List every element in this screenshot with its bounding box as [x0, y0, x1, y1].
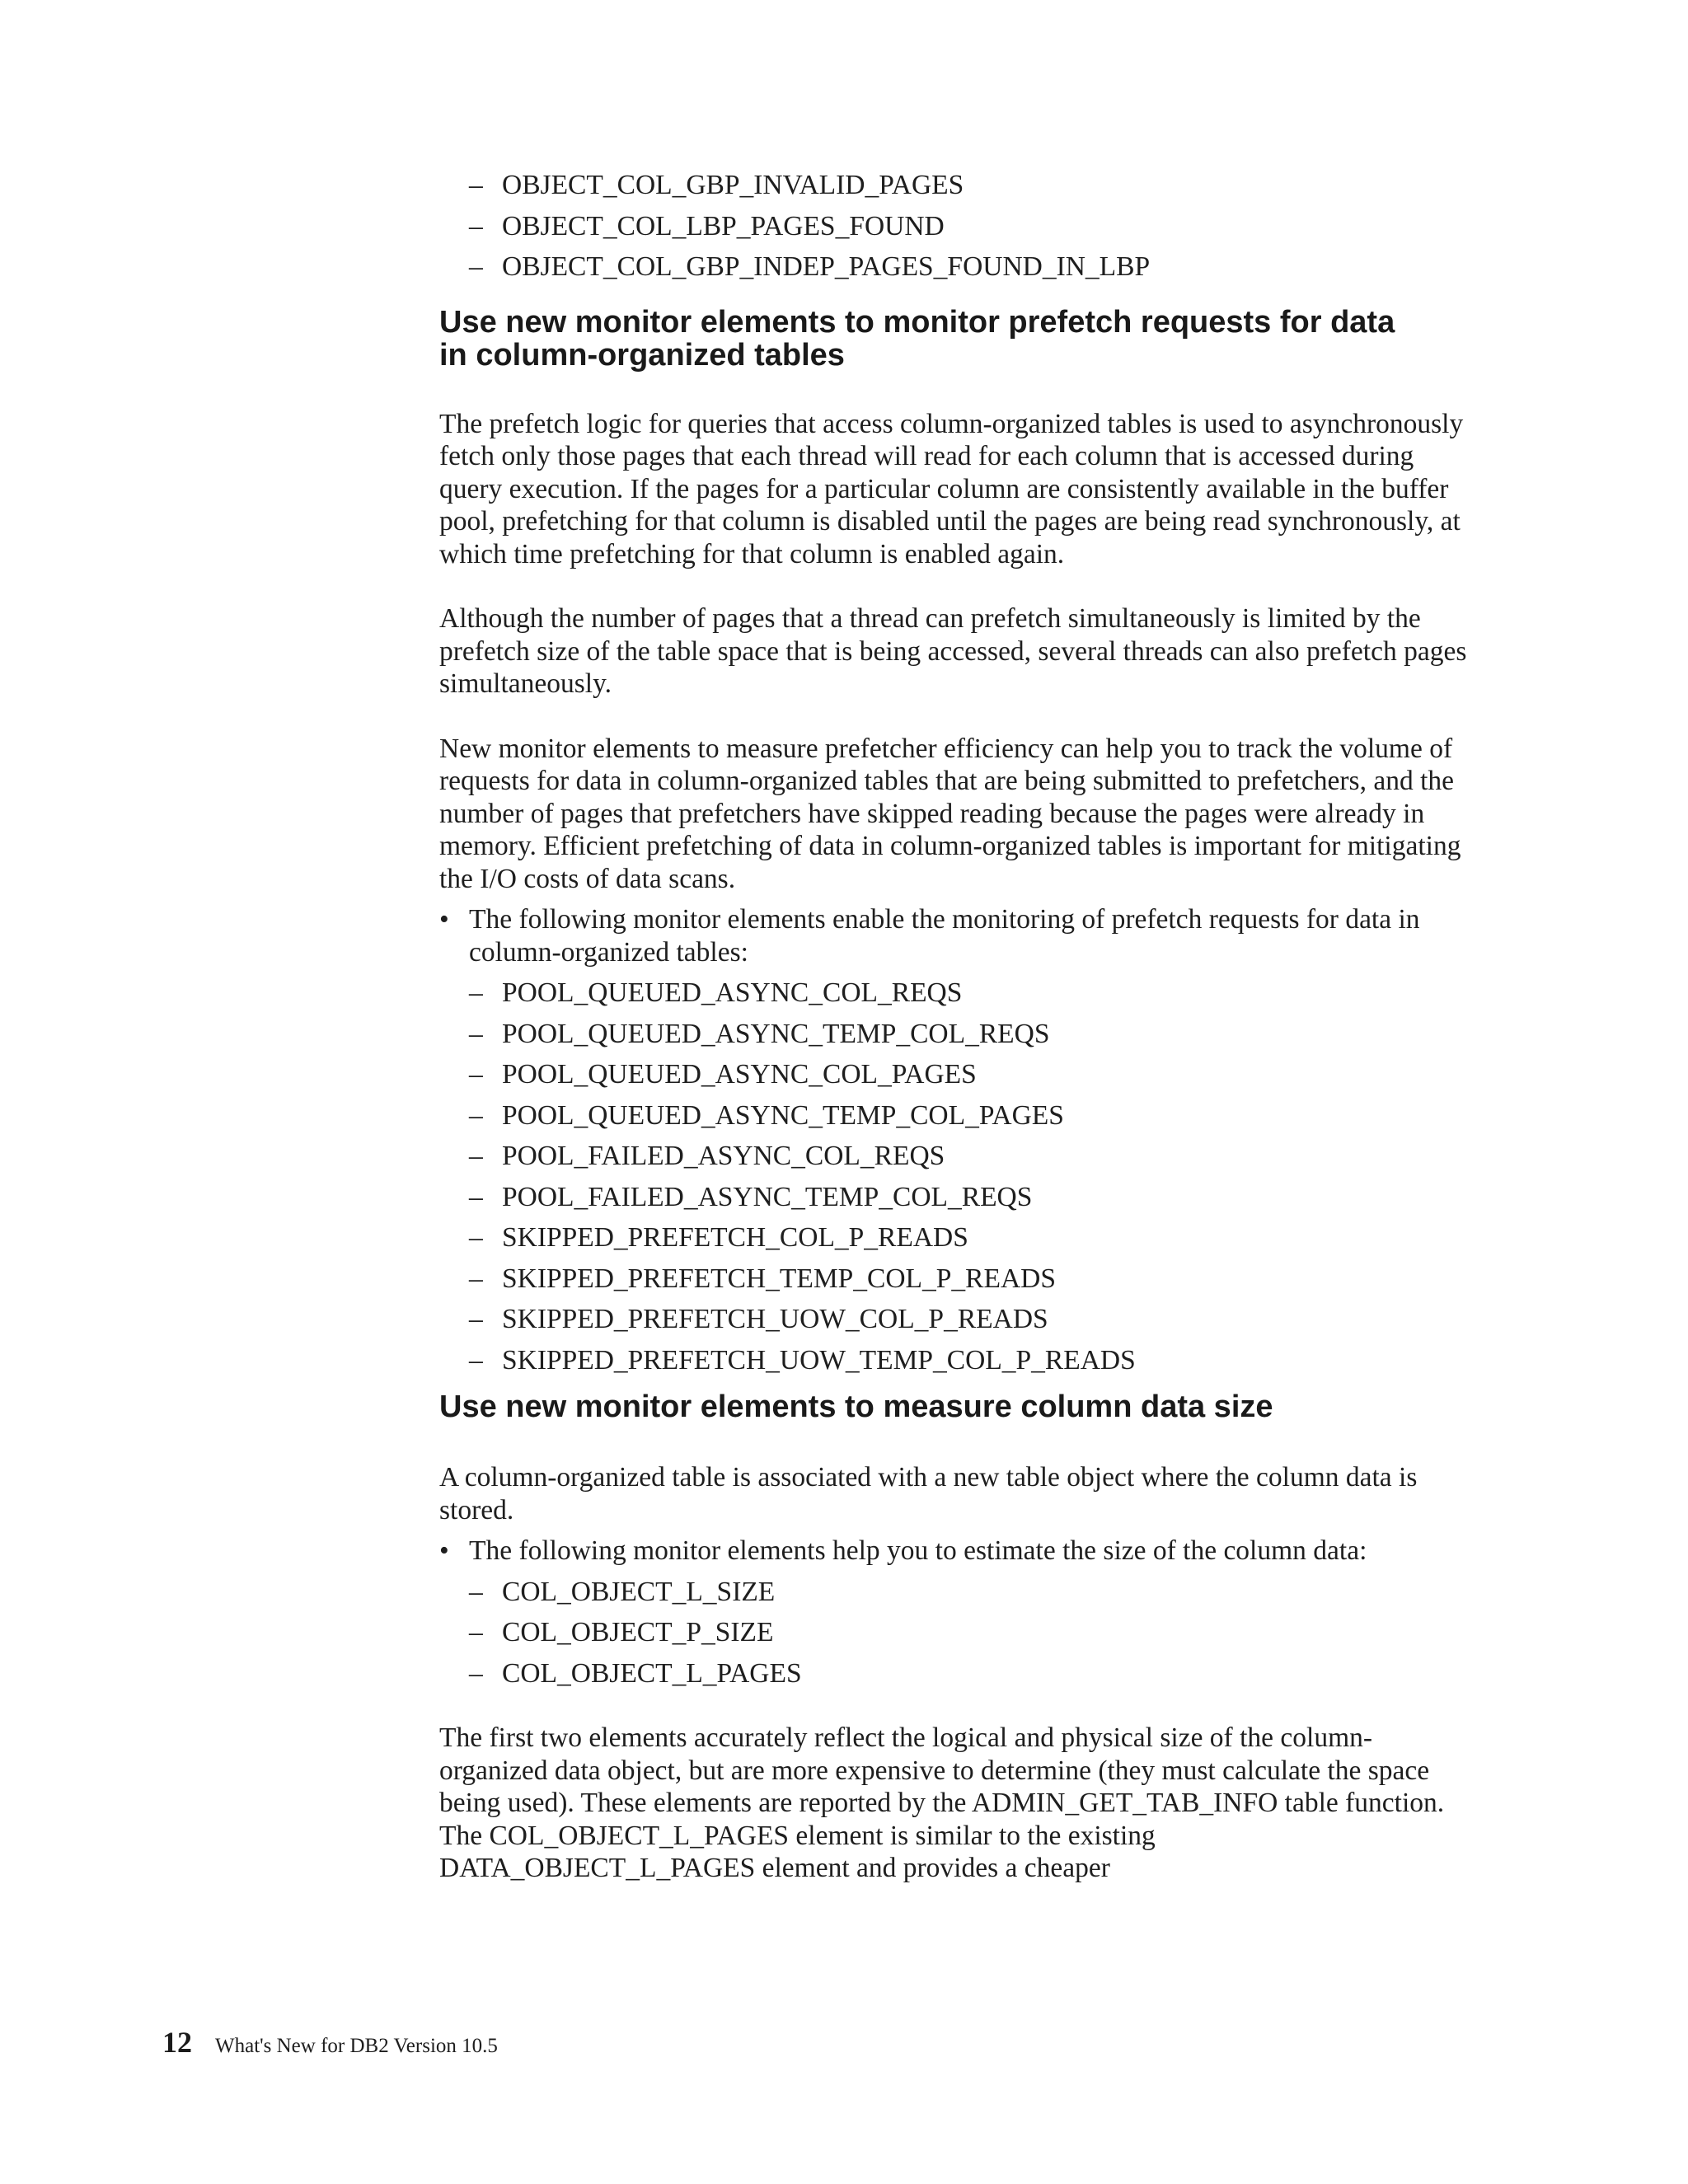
- list-item: – COL_OBJECT_P_SIZE: [469, 1617, 774, 1647]
- list-item: – POOL_QUEUED_ASYNC_COL_PAGES: [469, 1059, 977, 1090]
- list-item: – POOL_FAILED_ASYNC_COL_REQS: [469, 1141, 945, 1171]
- paragraph: New monitor elements to measure prefetcher efficiency can help you to track the volume of requests for data in column-organized tables that are being submitted to prefetchers, and the number of pages that prefetchers have skipped reading because the pages were already in memory. Efficient prefetching of data in column-organized tables is important for mitigating the I/O costs of data scans.: [439, 733, 1461, 894]
- prefetch-elements-list: [439, 977, 1470, 1385]
- paragraph: The prefetch logic for queries that access column-organized tables is used to asynchronously fetch only those pages that each thread will read for each column that is accessed during query execution. If the pages for a particular column are consistently available in the buffer pool, prefetching for that column is disabled until the pages are being read synchronously, at which time prefetching for that column is enabled again.: [439, 408, 1464, 569]
- dash-marker: –: [469, 1304, 483, 1334]
- list-item: – SKIPPED_PREFETCH_COL_P_READS: [469, 1222, 968, 1253]
- dash-marker: –: [469, 251, 483, 282]
- list-item: – COL_OBJECT_L_PAGES: [469, 1657, 802, 1689]
- list-item: – OBJECT_COL_LBP_PAGES_FOUND: [469, 210, 945, 241]
- dash-marker: –: [469, 170, 483, 200]
- page-number: 12: [162, 2026, 192, 2059]
- list-item: – SKIPPED_PREFETCH_UOW_TEMP_COL_P_READS: [469, 1344, 1136, 1376]
- page-content: [439, 169, 1470, 1885]
- dash-marker: –: [469, 1222, 483, 1253]
- dash-marker: –: [469, 1141, 483, 1171]
- dash-marker: –: [469, 1576, 483, 1607]
- list-item: – POOL_FAILED_ASYNC_TEMP_COL_REQS: [469, 1181, 1033, 1212]
- list-item: – OBJECT_COL_GBP_INVALID_PAGES: [469, 170, 964, 200]
- dash-marker: –: [469, 1181, 483, 1212]
- dash-marker: –: [469, 1617, 483, 1647]
- dash-marker: –: [469, 977, 483, 1008]
- list-item: – POOL_QUEUED_ASYNC_COL_REQS: [469, 977, 963, 1008]
- section-heading-column-size: Use new monitor elements to measure column data size: [439, 1390, 1273, 1424]
- bullet-marker: •: [439, 904, 449, 935]
- page-footer: [162, 2025, 498, 2060]
- bullet-item: • The following monitor elements enable the monitoring of prefetch requests for data in column-organized tables:: [439, 904, 1420, 968]
- list-item: – SKIPPED_PREFETCH_UOW_COL_P_READS: [469, 1304, 1048, 1334]
- paragraph: A column-organized table is associated with a new table object where the column data is stored.: [439, 1462, 1418, 1526]
- column-size-elements-list: [439, 1576, 1470, 1699]
- section-heading-prefetch: Use new monitor elements to monitor prefetch requests for data in column-organized tables: [439, 304, 1395, 373]
- dash-marker: –: [469, 1099, 483, 1131]
- list-item: – COL_OBJECT_L_SIZE: [469, 1576, 776, 1607]
- paragraph: The first two elements accurately reflect the logical and physical size of the column-organized data object, but are more expensive to determine (they must calculate the space being used). These elements are reported by the ADMIN_GET_TAB_INFO table function. The COL_OBJECT_L_PAGES element is similar to the existing DATA_OBJECT_L_PAGES element and provides a cheaper: [439, 1722, 1445, 1883]
- list-item: – POOL_QUEUED_ASYNC_TEMP_COL_PAGES: [469, 1099, 1064, 1131]
- bullet-item: • The following monitor elements help you to estimate the size of the column data:: [439, 1535, 1367, 1566]
- list-item: – SKIPPED_PREFETCH_TEMP_COL_P_READS: [469, 1263, 1056, 1294]
- list-item: – OBJECT_COL_GBP_INDEP_PAGES_FOUND_IN_LBP: [469, 251, 1151, 282]
- dash-marker: –: [469, 210, 483, 241]
- dash-marker: –: [469, 1059, 483, 1090]
- dash-marker: –: [469, 1344, 483, 1376]
- list-item: – POOL_QUEUED_ASYNC_TEMP_COL_REQS: [469, 1018, 1050, 1049]
- paragraph: Although the number of pages that a thread can prefetch simultaneously is limited by the prefetch size of the table space that is being accessed, several threads can also prefetch pages simultaneously.: [439, 603, 1467, 699]
- bullet-marker: •: [439, 1535, 449, 1566]
- top-dash-list: [439, 169, 1470, 292]
- dash-marker: –: [469, 1263, 483, 1294]
- book-title: What's New for DB2 Version 10.5: [215, 2035, 498, 2057]
- dash-marker: –: [469, 1657, 483, 1689]
- dash-marker: –: [469, 1018, 483, 1049]
